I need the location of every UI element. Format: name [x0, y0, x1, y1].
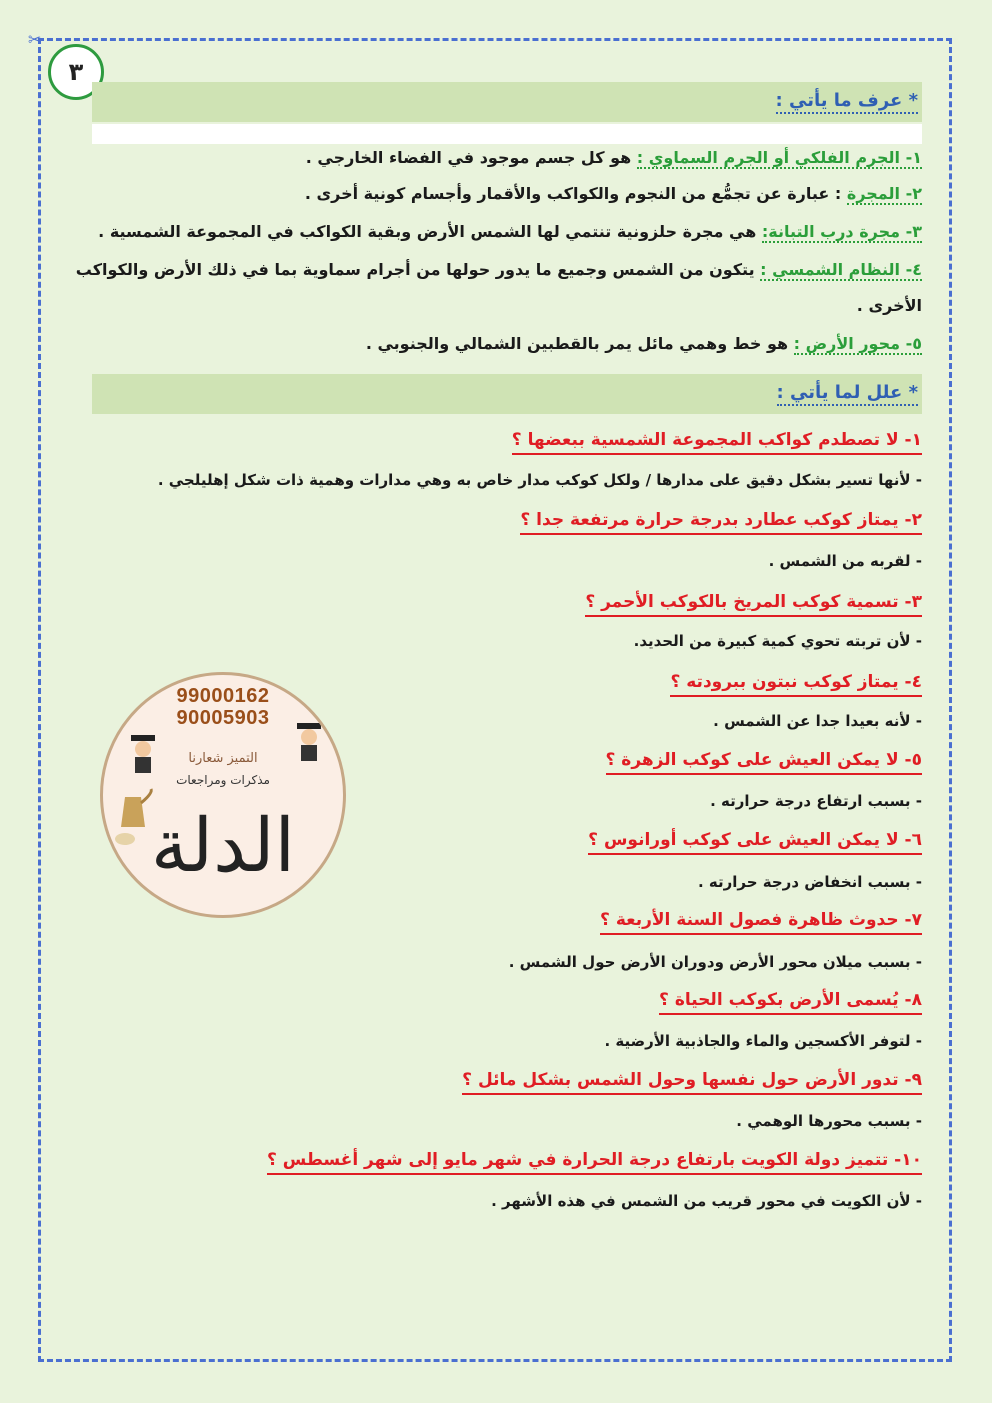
definition-item: ٤- النظام الشمسي : يتكون من الشمس وجميع ما يدور حولها من أجرام سماوية بما في ذلك الأرض والكواكب	[75, 260, 922, 279]
reason-question: ٢- يمتاز كوكب عطارد بدرجة حرارة مرتفعة جدا ؟	[520, 508, 922, 535]
reason-question: ١- لا تصطدم كواكب المجموعة الشمسية ببعضها ؟	[512, 428, 922, 455]
reason-answer: - بسبب محورها الوهمي .	[736, 1112, 922, 1130]
reason-answer: - بسبب ارتفاع درجة حرارته .	[710, 792, 922, 810]
definition-item: ١- الجرم الفلكي أو الجرم السماوي : هو كل جسم موجود في الفضاء الخارجي .	[305, 148, 922, 167]
logo-phone-1: 99000162	[176, 685, 270, 707]
reason-question: ٥- لا يمكن العيش على كوكب الزهرة ؟	[606, 748, 923, 775]
definition-item-continuation: الأخرى .	[856, 296, 922, 315]
reason-answer: - لتوفر الأكسجين والماء والجاذبية الأرضية .	[604, 1032, 922, 1050]
reason-question: ٦- لا يمكن العيش على كوكب أورانوس ؟	[588, 828, 922, 855]
reason-answer: - لأن تربته تحوي كمية كبيرة من الحديد.	[633, 632, 922, 650]
reasons-heading: * علل لما يأتي :	[777, 382, 918, 406]
reason-question: ٣- تسمية كوكب المريخ بالكوكب الأحمر ؟	[585, 590, 922, 617]
white-strip	[92, 124, 922, 144]
definition-item: ٢- المجرة : عبارة عن تجمُّع من النجوم والكواكب والأقمار وأجسام كونية أخرى .	[304, 184, 922, 203]
reason-answer: - بسبب انخفاض درجة حرارته .	[697, 873, 922, 891]
reason-question: ٩- تدور الأرض حول نفسها وحول الشمس بشكل مائل ؟	[462, 1068, 922, 1095]
reason-answer: - لأنه بعيدا جدا عن الشمس .	[713, 712, 922, 730]
definitions-heading-bar	[92, 82, 922, 122]
reason-question: ٤- يمتاز كوكب نبتون ببرودته ؟	[670, 670, 922, 697]
reasons-heading-bar	[92, 374, 922, 414]
logo-slogan: التميز شعارنا	[188, 751, 258, 766]
definition-item: ٥- محور الأرض : هو خط وهمي مائل يمر بالقطبين الشمالي والجنوبي .	[365, 334, 922, 353]
page-number: ٣	[68, 58, 84, 86]
scissors-icon: ✂	[28, 30, 42, 49]
brand-logo	[100, 672, 346, 918]
definitions-heading: * عرف ما يأتي :	[776, 90, 918, 114]
logo-brand: الدلة	[150, 803, 296, 889]
reason-answer: - لأنها تسير بشكل دقيق على مدارها / ولكل كوكب مدار خاص به وهي مدارات وهمية ذات شكل إهليلجي .	[157, 471, 922, 489]
reason-question: ٧- حدوث ظاهرة فصول السنة الأربعة ؟	[600, 908, 922, 935]
reason-answer: - بسبب ميلان محور الأرض ودوران الأرض حول الشمس .	[508, 953, 922, 971]
reason-question: ٨- يُسمى الأرض بكوكب الحياة ؟	[659, 988, 922, 1015]
logo-phone-2: 90005903	[176, 707, 270, 729]
reason-answer: - لأن الكويت في محور قريب من الشمس في هذه الأشهر .	[491, 1192, 922, 1210]
reason-answer: - لقربه من الشمس .	[768, 552, 922, 570]
definition-item: ٣- مجرة درب التبانة: هي مجرة حلزونية تنتمي لها الشمس الأرض وبقية الكواكب في المجموعة الشمسية .	[98, 222, 922, 241]
reason-question: ١٠- تتميز دولة الكويت بارتفاع درجة الحرارة في شهر مايو إلى شهر أغسطس ؟	[267, 1148, 922, 1175]
logo-subtitle: مذكرات ومراجعات	[176, 773, 270, 787]
